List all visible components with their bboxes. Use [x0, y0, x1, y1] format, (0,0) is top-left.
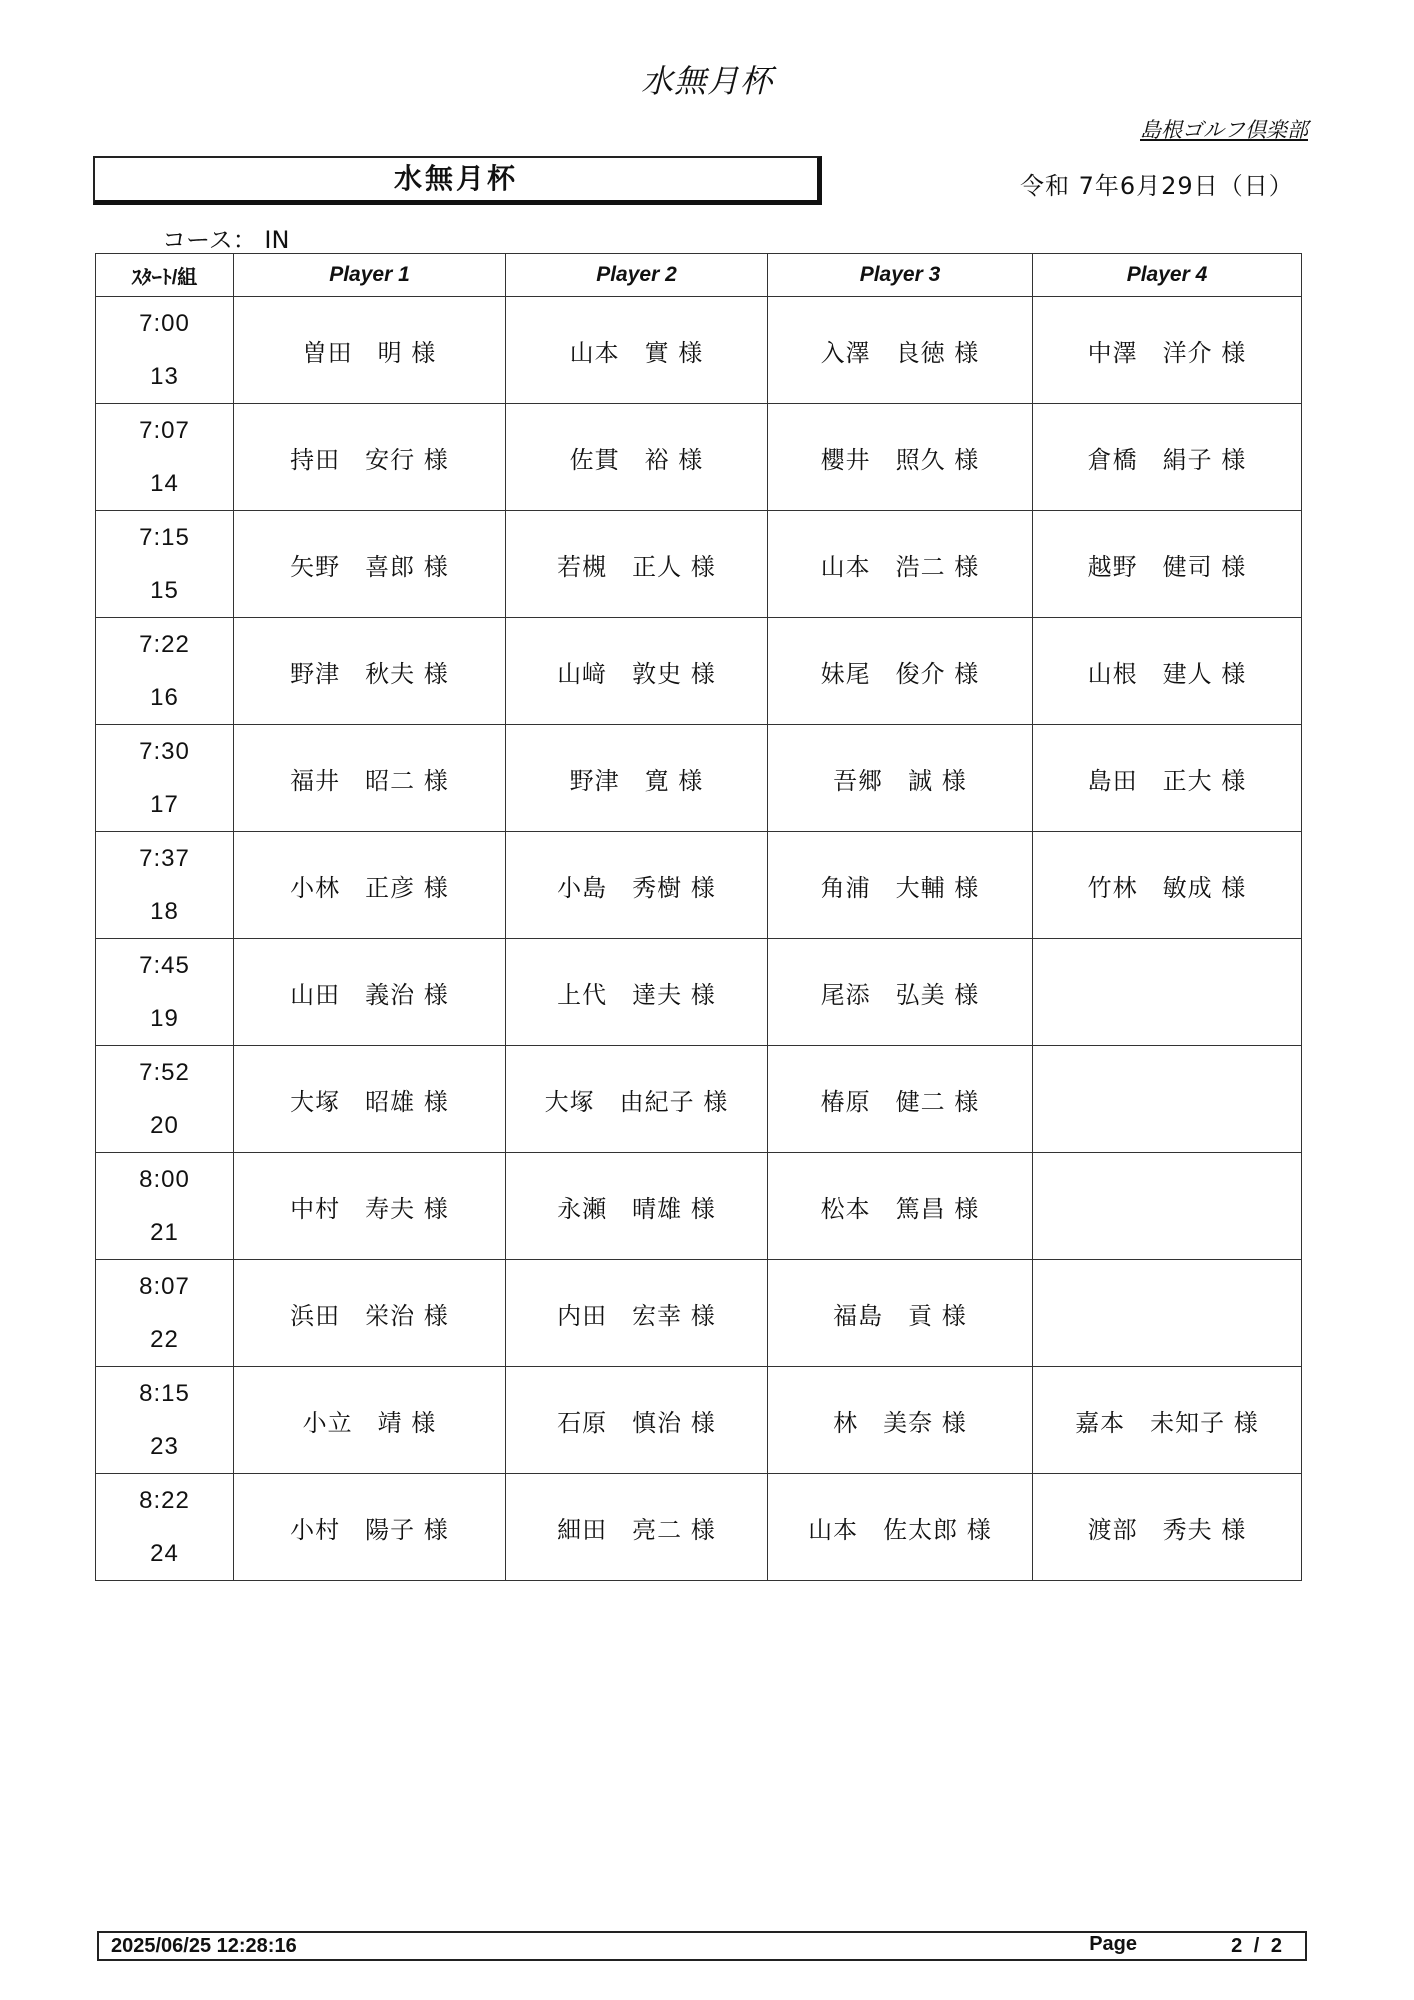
player-cell: 櫻井 照久 様	[768, 404, 1033, 511]
group-number: 13	[150, 363, 179, 390]
start-time: 7:45	[139, 952, 190, 979]
player-cell: 小立 靖 様	[234, 1367, 506, 1474]
player-cell: 小村 陽子 様	[234, 1474, 506, 1581]
group-number: 21	[150, 1219, 179, 1246]
club-name: 島根ゴルフ倶楽部	[1140, 118, 1308, 142]
table-row	[96, 404, 1302, 511]
player-cell: 倉橋 絹子 様	[1033, 404, 1302, 511]
player-cell: 山本 浩二 様	[768, 511, 1033, 618]
player-cell: 野津 秋夫 様	[234, 618, 506, 725]
player-cell	[1033, 1153, 1302, 1260]
player-cell	[1033, 939, 1302, 1046]
player-cell: 入澤 良徳 様	[768, 297, 1033, 404]
start-time-group-cell	[96, 832, 234, 939]
column-header: Player 2	[506, 254, 768, 297]
group-number: 19	[150, 1005, 179, 1032]
table-row	[96, 618, 1302, 725]
player-cell: 佐貫 裕 様	[506, 404, 768, 511]
column-header: Player 3	[768, 254, 1033, 297]
tournament-date: 令和 7年6月29日（日）	[1020, 172, 1294, 200]
player-cell: 中澤 洋介 様	[1033, 297, 1302, 404]
table-row	[96, 725, 1302, 832]
start-time-group-cell	[96, 297, 234, 404]
player-cell: 浜田 栄治 様	[234, 1260, 506, 1367]
player-cell: 内田 宏幸 様	[506, 1260, 768, 1367]
player-cell: 渡部 秀夫 様	[1033, 1474, 1302, 1581]
player-cell: 松本 篤昌 様	[768, 1153, 1033, 1260]
tournament-title-box: 水無月杯	[93, 156, 822, 205]
start-schedule-table	[95, 253, 1302, 1581]
player-cell: 矢野 喜郎 様	[234, 511, 506, 618]
player-cell: 小林 正彦 様	[234, 832, 506, 939]
column-header: ｽﾀｰﾄ/組	[96, 254, 234, 297]
group-number: 23	[150, 1433, 179, 1460]
player-cell: 嘉本 未知子 様	[1033, 1367, 1302, 1474]
player-cell: 石原 慎治 様	[506, 1367, 768, 1474]
table-row	[96, 1046, 1302, 1153]
player-cell: 福島 貢 様	[768, 1260, 1033, 1367]
group-number: 22	[150, 1326, 179, 1353]
start-time-group-cell	[96, 1153, 234, 1260]
start-time-group-cell	[96, 725, 234, 832]
table-row	[96, 1153, 1302, 1260]
page-footer	[97, 1931, 1307, 1961]
page-number: 2 / 2	[1231, 1935, 1285, 1957]
player-cell	[1033, 1260, 1302, 1367]
start-time: 7:37	[139, 845, 190, 872]
player-cell: 永瀬 晴雄 様	[506, 1153, 768, 1260]
player-cell: 福井 昭二 様	[234, 725, 506, 832]
start-time: 7:22	[139, 631, 190, 658]
player-cell: 椿原 健二 様	[768, 1046, 1033, 1153]
player-cell: 竹林 敏成 様	[1033, 832, 1302, 939]
start-time: 8:15	[139, 1380, 190, 1407]
player-cell: 山本 實 様	[506, 297, 768, 404]
player-cell: 角浦 大輔 様	[768, 832, 1033, 939]
player-cell: 大塚 由紀子 様	[506, 1046, 768, 1153]
player-cell: 妹尾 俊介 様	[768, 618, 1033, 725]
group-number: 17	[150, 791, 179, 818]
group-number: 24	[150, 1540, 179, 1567]
table-row	[96, 1367, 1302, 1474]
group-number: 14	[150, 470, 179, 497]
page-title: 水無月杯	[640, 62, 773, 100]
player-cell: 大塚 昭雄 様	[234, 1046, 506, 1153]
player-cell: 山本 佐太郎 様	[768, 1474, 1033, 1581]
table-row	[96, 1260, 1302, 1367]
table-row	[96, 939, 1302, 1046]
start-time: 8:07	[139, 1273, 190, 1300]
start-time-group-cell	[96, 1474, 234, 1581]
player-cell: 山田 義治 様	[234, 939, 506, 1046]
start-time-group-cell	[96, 618, 234, 725]
group-number: 15	[150, 577, 179, 604]
player-cell: 林 美奈 様	[768, 1367, 1033, 1474]
group-number: 20	[150, 1112, 179, 1139]
table-row	[96, 832, 1302, 939]
player-cell: 上代 達夫 様	[506, 939, 768, 1046]
page-label: Page	[1089, 1933, 1137, 1955]
print-timestamp: 2025/06/25 12:28:16	[111, 1935, 297, 1957]
player-cell: 曽田 明 様	[234, 297, 506, 404]
start-time: 7:07	[139, 417, 190, 444]
start-time-group-cell	[96, 1046, 234, 1153]
table-body	[96, 297, 1302, 1581]
player-cell: 山根 建人 様	[1033, 618, 1302, 725]
start-time: 7:00	[139, 310, 190, 337]
start-time: 8:22	[139, 1487, 190, 1514]
player-cell: 島田 正大 様	[1033, 725, 1302, 832]
column-header: Player 1	[234, 254, 506, 297]
start-time-group-cell	[96, 1260, 234, 1367]
start-time: 7:52	[139, 1059, 190, 1086]
player-cell: 吾郷 誠 様	[768, 725, 1033, 832]
group-number: 16	[150, 684, 179, 711]
table-row	[96, 511, 1302, 618]
start-time: 8:00	[139, 1166, 190, 1193]
group-number: 18	[150, 898, 179, 925]
start-time-group-cell	[96, 1367, 234, 1474]
start-time: 7:30	[139, 738, 190, 765]
column-header: Player 4	[1033, 254, 1302, 297]
start-time: 7:15	[139, 524, 190, 551]
player-cell: 持田 安行 様	[234, 404, 506, 511]
player-cell: 野津 寛 様	[506, 725, 768, 832]
player-cell: 中村 寿夫 様	[234, 1153, 506, 1260]
start-time-group-cell	[96, 511, 234, 618]
table-row	[96, 297, 1302, 404]
player-cell: 細田 亮二 様	[506, 1474, 768, 1581]
start-time-group-cell	[96, 404, 234, 511]
table-header-row	[96, 254, 1302, 297]
start-time-group-cell	[96, 939, 234, 1046]
player-cell: 若槻 正人 様	[506, 511, 768, 618]
player-cell: 小島 秀樹 様	[506, 832, 768, 939]
player-cell: 山﨑 敦史 様	[506, 618, 768, 725]
player-cell	[1033, 1046, 1302, 1153]
player-cell: 尾添 弘美 様	[768, 939, 1033, 1046]
player-cell: 越野 健司 様	[1033, 511, 1302, 618]
course-label: コース： IN	[162, 226, 290, 254]
table-row	[96, 1474, 1302, 1581]
